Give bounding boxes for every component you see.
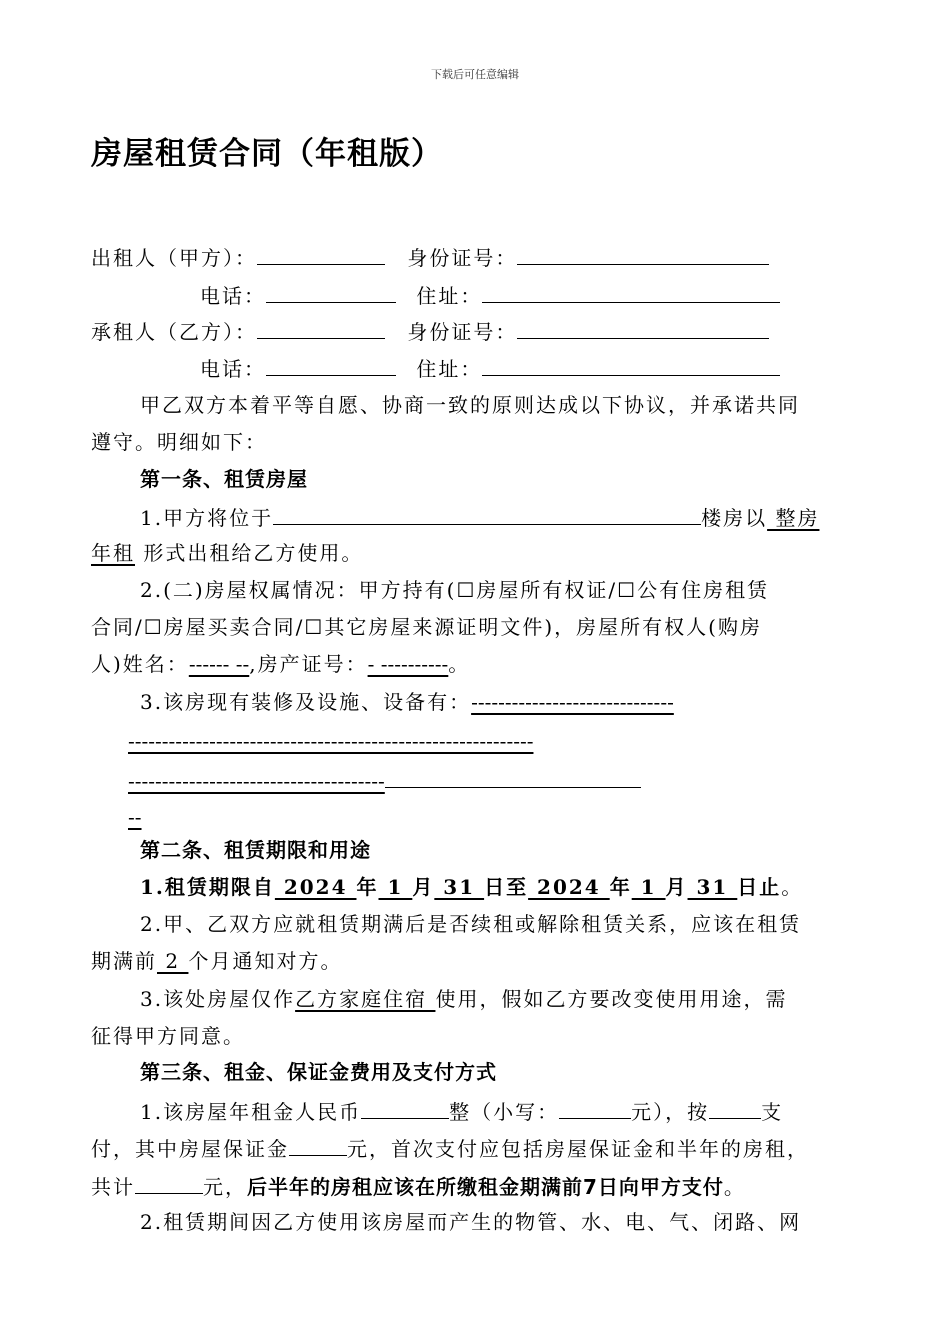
article2-item1 (140, 873, 910, 901)
end-punct: 。 (781, 875, 804, 899)
lease-term-label: 1.租赁期限自 (140, 875, 275, 899)
total-label: 共计 (91, 1175, 135, 1199)
article1-item1 (140, 502, 910, 532)
article1-item2-line1: 2.(二)房屋权属情况：甲方持有(☐房屋所有权证/☐公有住房租赁 (140, 578, 770, 602)
payment-cycle-blank[interactable] (709, 1096, 761, 1119)
article3-item1-line2 (91, 1133, 861, 1163)
lessor-name-blank[interactable] (257, 242, 385, 265)
payment-deadline-clause: 后半年的房租应该在所缴租金期满前7日向甲方支付 (247, 1175, 724, 1199)
lessee-address-label: 住址： (416, 357, 483, 381)
cert-number-label: ,房产证号： (249, 652, 368, 676)
lessee-name-blank[interactable] (257, 316, 385, 339)
start-year[interactable]: 2024 (274, 875, 357, 899)
lessor-contact-row (200, 280, 950, 310)
article1-item1-cont (91, 539, 861, 567)
article1-item2-line3 (91, 650, 861, 678)
intro-line-2: 遵守。明细如下： (91, 430, 267, 454)
payment-cycle-suffix: 支 (761, 1100, 784, 1124)
notice-suffix: 个月通知对方。 (188, 949, 343, 973)
owner-name-label: 人)姓名： (91, 652, 189, 676)
document-title: 房屋租赁合同（年租版） (91, 136, 443, 172)
article3-item1 (140, 1096, 910, 1126)
facilities-label: 3.该房现有装修及设施、设备有： (140, 690, 472, 714)
end-day[interactable]: 31 (687, 875, 738, 899)
lessee-id-blank[interactable] (517, 316, 769, 339)
lessor-row (91, 242, 861, 272)
facilities-fill-2-row (128, 727, 898, 755)
lessor-phone-label: 电话： (200, 284, 266, 308)
article1-item1-prefix: 1.甲方将位于 (140, 506, 274, 530)
usage-fill[interactable]: 乙方家庭住宿 (295, 987, 436, 1011)
notice-months[interactable]: 2 (157, 949, 189, 973)
notice-label: 期满前 (91, 949, 157, 973)
lessee-id-label: 身份证号： (407, 320, 518, 344)
lessee-row (91, 316, 861, 346)
total-suffix: 元， (203, 1175, 247, 1199)
article1-heading: 第一条、租赁房屋 (140, 467, 308, 491)
article1-item1-suffix: 形式出租给乙方使用。 (135, 541, 364, 565)
lessee-address-blank[interactable] (482, 353, 780, 376)
article1-item1-mid: 楼房以 (701, 506, 768, 530)
article2-item2-line2 (91, 947, 861, 975)
total-blank[interactable] (135, 1171, 203, 1194)
year-label: 年 (356, 875, 379, 899)
month-label: 月 (665, 875, 688, 899)
deposit-suffix: 元，首次支付应包括房屋保证金和半年的房租， (347, 1137, 809, 1161)
lessor-id-blank[interactable] (517, 242, 769, 265)
payment-cycle-label: 元），按 (631, 1100, 710, 1124)
lessor-address-label: 住址： (416, 284, 483, 308)
article1-item2-end: 。 (448, 652, 471, 676)
article3-item1-line3 (91, 1171, 861, 1201)
year-label: 年 (609, 875, 632, 899)
article3-heading: 第三条、租金、保证金费用及支付方式 (140, 1060, 497, 1084)
article2-item3 (140, 985, 910, 1013)
end-month[interactable]: 1 (631, 875, 666, 899)
facilities-fill-4[interactable]: -- (128, 805, 142, 829)
lessee-phone-blank[interactable] (266, 353, 396, 376)
rental-form-fill-a: 整房 (767, 506, 820, 530)
start-month[interactable]: 1 (378, 875, 413, 899)
cert-number-fill[interactable]: - ---------- (367, 652, 449, 676)
header-note: 下载后可任意编辑 (431, 68, 519, 81)
article1-item3 (140, 688, 910, 716)
rental-form-fill-b: 年租 (91, 541, 135, 565)
facilities-fill-4-row (128, 803, 898, 831)
annual-rent-numeric-label: 整（小写： (449, 1100, 560, 1124)
annual-rent-numeric-blank[interactable] (559, 1096, 631, 1119)
lessee-label: 承租人（乙方）： (91, 320, 257, 344)
annual-rent-label: 1.该房屋年租金人民币 (140, 1100, 362, 1124)
end-label: 日止 (737, 875, 782, 899)
lessor-address-blank[interactable] (482, 280, 780, 303)
usage-suffix: 使用，假如乙方要改变使用用途，需 (435, 987, 788, 1011)
article1-item2-line2: 合同/☐房屋买卖合同/☐其它房屋来源证明文件)，房屋所有权人(购房 (91, 615, 762, 639)
owner-name-fill[interactable]: ------ -- (188, 652, 250, 676)
deposit-label: 付，其中房屋保证金 (91, 1137, 289, 1161)
article2-heading: 第二条、租赁期限和用途 (140, 838, 371, 862)
intro-line-1: 甲乙双方本着平等自愿、协商一致的原则达成以下协议，并承诺共同 (140, 393, 800, 417)
lessee-phone-label: 电话： (200, 357, 266, 381)
article3-item1-end: 。 (723, 1175, 746, 1199)
end-year[interactable]: 2024 (528, 875, 610, 899)
annual-rent-blank[interactable] (361, 1096, 449, 1119)
facilities-fill-3-row (128, 765, 898, 795)
deposit-blank[interactable] (289, 1133, 347, 1156)
facilities-fill-1[interactable]: ------------------------------ (471, 690, 674, 714)
lessor-phone-blank[interactable] (266, 280, 396, 303)
facilities-fill-2[interactable]: ------------------------------------------------------------ (128, 729, 534, 753)
lessee-contact-row (200, 353, 950, 383)
property-location-blank[interactable] (273, 502, 701, 525)
article3-item2-line1: 2.租赁期间因乙方使用该房屋而产生的物管、水、电、气、闭路、网 (140, 1210, 802, 1234)
article2-item2-line1: 2.甲、乙双方应就租赁期满后是否续租或解除租赁关系，应该在租赁 (140, 912, 802, 936)
usage-label: 3.该处房屋仅作 (140, 987, 296, 1011)
article2-item3-line2: 征得甲方同意。 (91, 1024, 245, 1048)
facilities-fill-3[interactable]: -------------------------------------- (128, 769, 385, 793)
lessor-label: 出租人（甲方）： (91, 246, 257, 270)
month-label: 月 (412, 875, 435, 899)
start-day[interactable]: 31 (434, 875, 485, 899)
day-to-label: 日至 (484, 875, 529, 899)
facilities-fill-3-tail[interactable] (385, 765, 641, 788)
lessor-id-label: 身份证号： (407, 246, 518, 270)
